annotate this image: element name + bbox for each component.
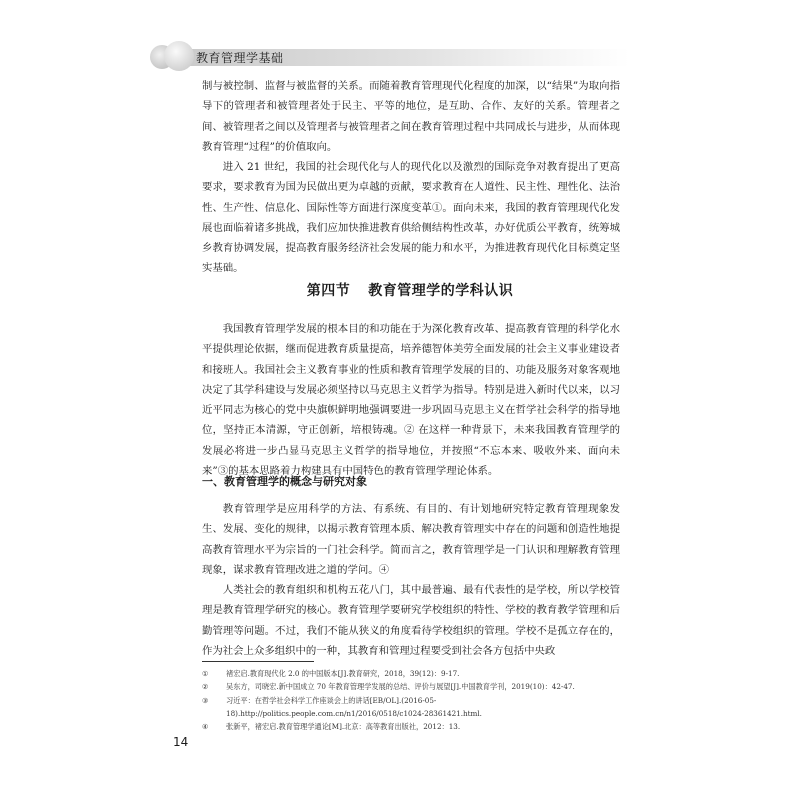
subsection-heading: 一、教育管理学的概念与研究对象 [202, 475, 367, 488]
paragraph: 制与被控制、监督与被监督的关系。而随着教育管理现代化程度的加深，以“结果”为取向指导下的管理者和被管理者处于民主、平等的地位，是互助、合作、友好的关系。管理者之间、被管理者之间以及管理者与被管理者之间在教育管理过程中共同成长与进步，从而体现教育管理“过程”的价值取向。 [202, 80, 620, 153]
paragraph: 我国教育管理学发展的根本目的和功能在于为深化教育改革、提高教育管理的科学化水平提供理论依据，继而促进教育质量提高，培养德智体美劳全面发展的社会主义事业建设者和接班人。我国社会主义教育事业的性质和教育管理学发展的目的、功能及服务对象客观地决定了其学科建设与发展必须坚持以马克思主义哲学为指导。特别是进入新时代以来，以习近平同志为核心的党中央旗帜鲜明地强调要进一步巩固马克思主义在哲学社会科学的指导地位，坚持正本清源，守正创新，培根铸魂。② 在这样一种背景下，未来我国教育管理学的发展必将进一步凸显马克思主义哲学的指导地位，并按照“不忘本来、吸收外来、面向未来”③的基本思路着力构建具有中国特色的教育管理学理论体系。 [202, 323, 620, 478]
footnote [202, 680, 622, 693]
paragraph: 教育管理学是应用科学的方法、有系统、有目的、有计划地研究特定教育管理现象发生、发展、变化的规律，以揭示教育管理本质、解决教育管理实中存在的问题和创造性地提高教育管理水平为宗旨的一门社会科学。简而言之，教育管理学是一门认识和理解教育管理现象，谋求教育管理改进之道的学问。④ [202, 503, 620, 576]
book-title: 教育管理学基础 [196, 51, 284, 65]
footnote-divider [202, 661, 314, 662]
paragraph: 人类社会的教育组织和机构五花八门，其中最普遍、最有代表性的是学校，所以学校管理是教育管理学研究的核心。教育管理学要研究学校组织的特性、学校的教育教学管理和后勤管理等问题。不过，我们不能从狭义的角度看待学校组织的管理。学校不是孤立存在的，作为社会上众多组织中的一种，其教育和管理过程要受到社会各方包括中央政 [202, 584, 620, 657]
footnote-number: ④ [202, 722, 209, 732]
footnotes [202, 667, 622, 733]
section-number: 第四节 [306, 283, 351, 299]
footnote-number: ② [202, 682, 209, 692]
footnote-number: ③ [202, 695, 209, 705]
footnote-text: 吴东方，司晓宏.新中国成立 70 年教育管理学发展的总结、评价与展望[J].中国教育学刊，2019(10)：42-47. [226, 682, 575, 692]
section-title: 教育管理学的学科认识 [368, 283, 514, 299]
footnote-text: 张新平，褚宏启.教育管理学通论[M].北京：高等教育出版社，2012：13. [226, 722, 461, 732]
footnote-text: 褚宏启.教育现代化 2.0 的中国版本[J].教育研究，2018，39(12)：9-17. [226, 669, 460, 678]
header-circle-ornament [164, 41, 194, 71]
footnote [202, 694, 622, 721]
paragraph: 进入 21 世纪，我国的社会现代化与人的现代化以及激烈的国际竞争对教育提出了更高要求，要求教育为国为民做出更为卓越的贡献，要求教育在人道性、民主性、理性化、法治性、生产性、信息化、国际性等方面进行深度变革①。面向未来，我国的教育管理现代化发展也面临着诸多挑战，我们应加快推进教育供给侧结构性改革，办好优质公平教育，统筹城乡教育协调发展，提高教育服务经济社会发展的能力和水平，为推进教育现代化目标奠定坚实基础。 [202, 161, 620, 275]
section-heading [200, 280, 620, 300]
footnote-text: 习近平：在哲学社会科学工作座谈会上的讲话[EB/OL].(2016-05-18).http://politics.people.com.cn/n1/2016/0518/c1024-28361421.html. [226, 695, 482, 718]
running-header [150, 40, 630, 74]
footnote-number: ① [202, 669, 209, 678]
page-number: 14 [173, 735, 189, 749]
footnote [202, 720, 622, 733]
footnote [202, 667, 622, 680]
